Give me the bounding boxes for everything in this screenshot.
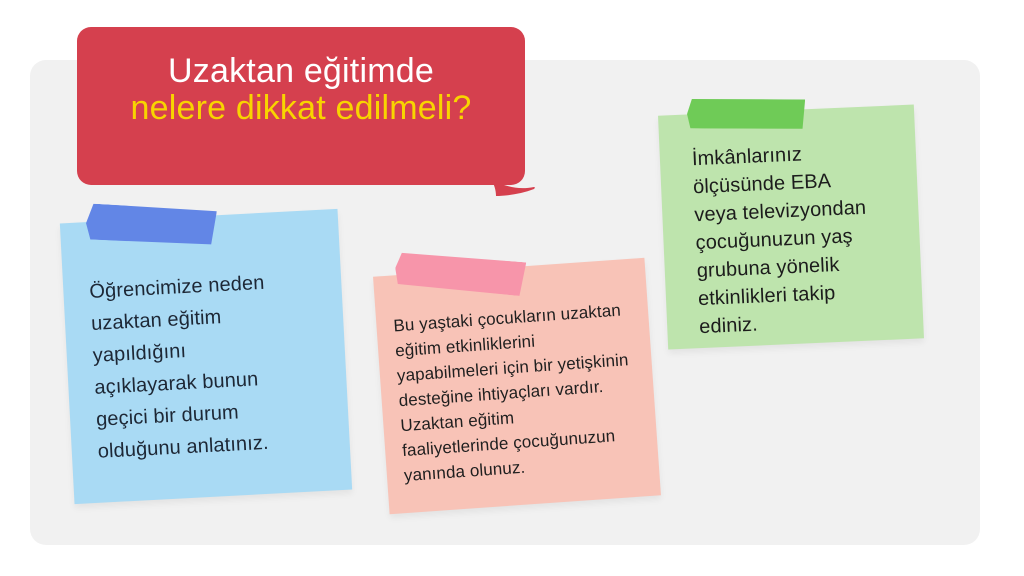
title-line-2: nelere dikkat edilmeli?: [130, 89, 472, 127]
sticky-note-pink-text: Bu yaştaki çocukların uzaktan eğitim etkinliklerini yapabilmeleri için bir yetişkinin desteğine ihtiyaçları vardır. Uzaktan eğitim faaliyetlerinde çocuğunuzun yanında olunuz.: [392, 300, 630, 486]
sticky-note-blue: [60, 209, 352, 504]
sticky-note-green: [658, 105, 924, 350]
tape-green: [687, 98, 805, 129]
title-speech-bubble: [77, 27, 525, 185]
sticky-note-blue-text: Öğrencimize neden uzaktan eğitim yapıldığını açıklayarak bunun geçici bir durum olduğunu anlatınız.: [88, 271, 270, 463]
sticky-note-green-text: İmkânlarınız ölçüsünde EBA veya televizyondan çocuğunuzun yaş grubuna yönelik etkinlikleri takip ediniz.: [691, 143, 867, 339]
sticky-note-pink: [373, 258, 661, 514]
title-line-1: Uzaktan eğitimde: [168, 52, 434, 90]
speech-bubble-tail-icon: [491, 179, 537, 197]
